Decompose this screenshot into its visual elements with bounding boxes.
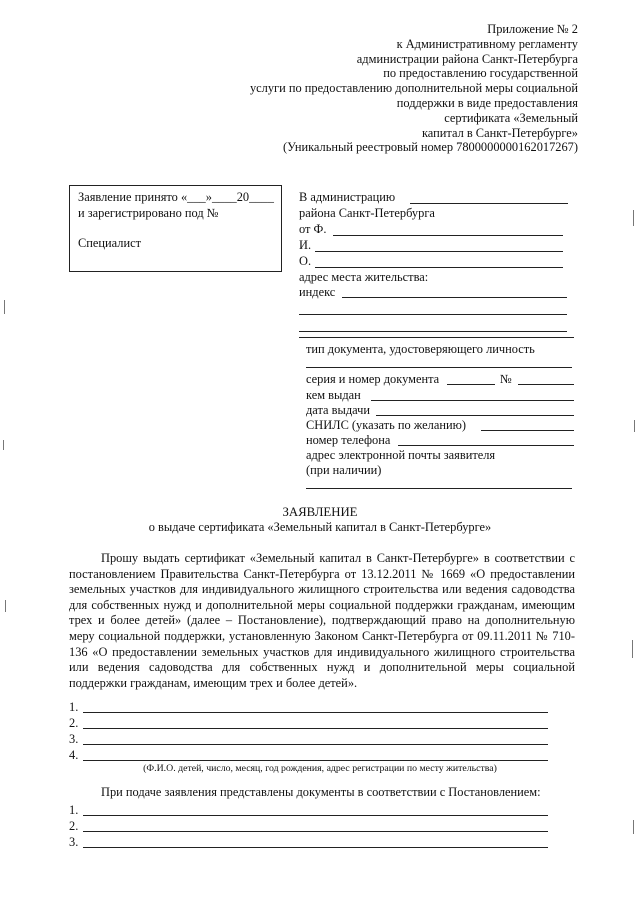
child-field-3[interactable] <box>83 744 548 745</box>
statement-subtitle: о выдаче сертификата «Земельный капитал в Санкт-Петербурге» <box>148 520 492 534</box>
appendix-line: по предоставлению государственной <box>383 66 578 81</box>
registered-label: и зарегистрировано под № <box>78 206 219 220</box>
admin-name-field[interactable] <box>410 203 568 204</box>
appendix-line: капитал в Санкт-Петербурге» <box>421 125 578 140</box>
series-label: серия и номер документа <box>306 372 440 386</box>
doc-field-1[interactable] <box>83 815 548 816</box>
series-field[interactable] <box>447 384 495 385</box>
index-field[interactable] <box>342 297 567 298</box>
registration-box <box>69 185 282 272</box>
child-number: 3. <box>69 732 79 746</box>
appendix-header <box>250 22 578 155</box>
patronymic-label: О. <box>299 254 312 268</box>
docs-intro: При подаче заявления представлены документы в соответствии с Постановлением: <box>101 785 541 799</box>
phone-field[interactable] <box>398 445 574 446</box>
scan-speck <box>3 440 4 450</box>
scan-speck <box>5 600 6 612</box>
snils-field[interactable] <box>481 430 574 431</box>
scan-speck <box>632 640 633 658</box>
address-label: адрес места жительства: <box>299 270 429 284</box>
doc-field-2[interactable] <box>83 831 548 832</box>
child-field-4[interactable] <box>83 760 548 761</box>
issue-date-label: дата выдачи <box>306 403 370 417</box>
email-label: адрес электронной почты заявителя <box>306 448 496 462</box>
index-label: индекс <box>299 285 336 299</box>
doc-number: 3. <box>69 835 79 849</box>
accepted-label: Заявление принято «___»____20____ <box>78 190 274 204</box>
scan-speck <box>634 420 635 432</box>
appendix-line: администрации района Санкт-Петербурга <box>356 51 578 66</box>
child-number: 2. <box>69 716 79 730</box>
doc-number: 1. <box>69 803 79 817</box>
specialist-label: Специалист <box>78 236 141 250</box>
appendix-line: услуги по предоставлению дополнительной меры социальной <box>249 81 578 96</box>
doc-type-label: тип документа, удостоверяющего личность <box>306 342 535 356</box>
district-label: района Санкт-Петербурга <box>299 206 435 220</box>
child-field-2[interactable] <box>83 728 548 729</box>
child-field-1[interactable] <box>83 712 548 713</box>
email-note: (при наличии) <box>306 463 382 477</box>
to-admin-label: В администрацию <box>299 190 396 204</box>
appendix-line: поддержки в виде предоставления <box>396 95 578 110</box>
child-number: 1. <box>69 700 79 714</box>
document-separator <box>299 337 574 338</box>
appendix-line: к Административному регламенту <box>396 36 578 51</box>
doc-field-3[interactable] <box>83 847 548 848</box>
name-field[interactable] <box>315 251 563 252</box>
child-number: 4. <box>69 748 79 762</box>
address-field-1[interactable] <box>299 314 567 315</box>
scan-speck <box>633 210 634 226</box>
phone-label: номер телефона <box>306 433 391 447</box>
statement-title: ЗАЯВЛЕНИЕ <box>282 505 358 519</box>
name-label: И. <box>299 238 312 252</box>
number-sign: № <box>500 372 512 386</box>
number-field[interactable] <box>518 384 574 385</box>
scan-speck <box>4 300 5 314</box>
appendix-line: (Уникальный реестровый номер 7800000000162017267) <box>283 140 578 155</box>
children-caption: (Ф.И.О. детей, число, месяц, год рождения, адрес регистрации по месту жительства) <box>143 763 497 774</box>
surname-label: от Ф. <box>299 222 327 236</box>
doc-number: 2. <box>69 819 79 833</box>
issue-date-field[interactable] <box>376 415 574 416</box>
statement-body: Прошу выдать сертификат «Земельный капитал в Санкт-Петербурге» в соответствии с постановлением Правительства Санкт-Петербурга от 13.12.2011 № 1669 «О предоставлении земельных участков для индивидуального жилищного строительства или ведения садоводства для собственных нужд и дополнительной меры социальной поддержки гражданам, имеющим трех и более детей» (далее – Постановление), подтверждающий право на дополнительную меру социальной поддержки, установленную Законом Санкт-Петербурга от 09.11.2011 № 710-136 «О предоставлении земельных участков для индивидуального жилищного строительства или ведения садоводства для собственных нужд и дополнительной меры социальной поддержки гражданам, имеющим трех и более детей». <box>69 551 575 690</box>
patronymic-field[interactable] <box>315 267 563 268</box>
scan-speck <box>633 820 634 834</box>
snils-label: СНИЛС (указать по желанию) <box>306 418 466 432</box>
address-field-2[interactable] <box>299 331 567 332</box>
issued-by-field[interactable] <box>371 400 574 401</box>
email-field[interactable] <box>306 488 572 489</box>
surname-field[interactable] <box>333 235 563 236</box>
doc-type-field[interactable] <box>306 367 572 368</box>
appendix-line: Приложение № 2 <box>487 22 578 36</box>
appendix-line: сертификата «Земельный <box>444 110 578 125</box>
issued-by-label: кем выдан <box>306 388 361 402</box>
